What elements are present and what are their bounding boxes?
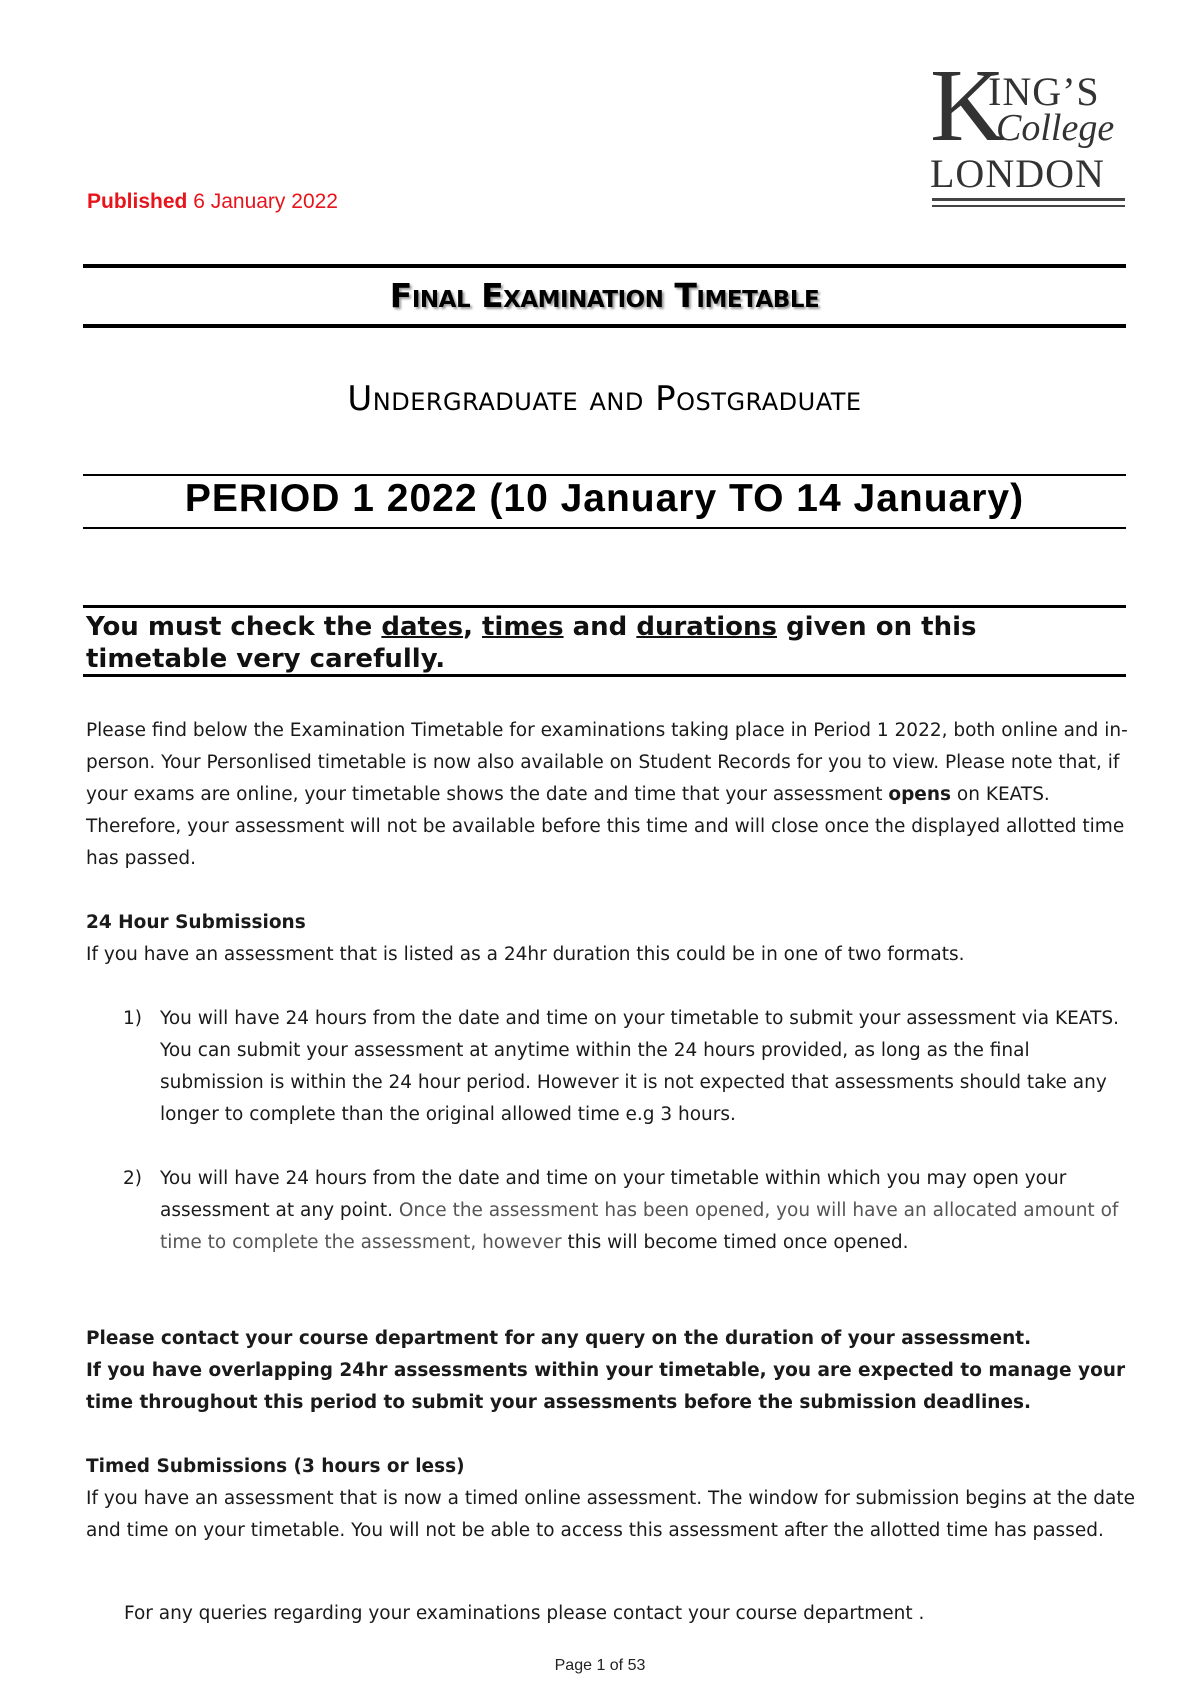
contact-department-notice	[86, 1323, 1136, 1419]
list-item-text-b: Once the assessment has been opened, you will have an allocated amount of time to complete the assessment, however	[160, 1200, 1119, 1253]
title-rule-bottom	[83, 324, 1126, 328]
logo-rule-top	[932, 198, 1125, 201]
period-rule-bottom	[83, 527, 1126, 529]
notice-post: given on this timetable very carefully.	[86, 612, 977, 674]
intro-part1: Please find below the Examination Timetable for examinations taking place in Period 1 2022, both online and in-person. Your Personlised timetable is now also available on Student Records for you to view. Please note that, if your exams are online, your timetable shows the date and time that your assessment	[86, 720, 1128, 805]
notice-dates: dates	[381, 612, 464, 642]
notice-times: times	[482, 612, 564, 642]
section-timed-heading	[86, 1451, 1136, 1483]
title-rule-top	[83, 264, 1126, 268]
section-24h-text: If you have an assessment that is listed as a 24hr duration this could be in one of two formats.	[86, 944, 965, 965]
logo-london: LONDON	[930, 151, 1105, 196]
timed-heading-rest: Submissions (3 hours or less)	[150, 1456, 465, 1477]
contact-line-2: If you have overlapping 24hr assessments within your timetable, you are expected to manage your time throughout this period to submit your assessments before the submission deadlines.	[86, 1360, 1126, 1413]
period-rule-top	[83, 474, 1126, 476]
list-item-number: 1)	[123, 1008, 142, 1029]
published-date	[87, 190, 338, 214]
notice-pre: You must check the	[86, 612, 382, 642]
notice-rule-top	[83, 605, 1126, 608]
published-label: Published	[87, 190, 188, 213]
list-item-text: You will have 24 hours from the date and time on your timetable to submit your assessment via KEATS. You can submit your assessment at anytime within the 24 hours provided, as long as the final submission is within the 24 hour period. However it is not expected that assessments should take any longer to complete than the original allowed time e.g 3 hours.	[160, 1008, 1119, 1125]
queries-note: For any queries regarding your examinations please contact your course department .	[124, 1603, 925, 1624]
exam-period: PERIOD 1 2022 (10 January TO 14 January)	[184, 477, 1025, 520]
published-value: 6 January 2022	[193, 190, 338, 213]
list-item-text-a: You will have 24 hours from the date and time on your timetable within which you may open your assessment at any point.	[160, 1168, 1067, 1221]
intro-part2: on KEATS. Therefore, your assessment will not be available before this time and will close once the displayed allotted time has passed.	[86, 784, 1125, 869]
notice-sep1: ,	[463, 612, 482, 642]
notice-sep2: and	[563, 612, 637, 642]
logo-k: K	[930, 48, 1006, 163]
timed-heading-bold: Timed	[86, 1456, 151, 1477]
intro-paragraph	[86, 715, 1136, 875]
section-24h-heading: 24 Hour Submissions	[86, 912, 306, 933]
list-item-text	[160, 1163, 1130, 1259]
page-number: Page 1 of 53	[554, 1657, 646, 1674]
list-item-number: 2)	[123, 1168, 142, 1189]
check-notice	[86, 611, 1126, 675]
document-title: Final Examination Timetable	[389, 276, 820, 315]
intro-opens: opens	[888, 784, 952, 805]
notice-durations: durations	[636, 612, 778, 642]
document-subtitle: Undergraduate and Postgraduate	[347, 379, 862, 419]
notice-rule-bottom	[83, 674, 1126, 677]
logo-ings: ING’S	[988, 69, 1100, 114]
section-timed-text: If you have an assessment that is now a timed online assessment. The window for submission begins at the date and time on your timetable. You will not be able to access this assessment after the allotted time has passed.	[86, 1488, 1135, 1541]
list-item-text-c: this will become timed once opened.	[561, 1232, 909, 1253]
contact-line-1: Please contact your course department for any query on the duration of your assessment.	[86, 1328, 1032, 1349]
logo-rule-bottom	[932, 205, 1125, 207]
kings-college-london-logo	[930, 48, 1140, 212]
logo-college: College	[996, 107, 1115, 149]
